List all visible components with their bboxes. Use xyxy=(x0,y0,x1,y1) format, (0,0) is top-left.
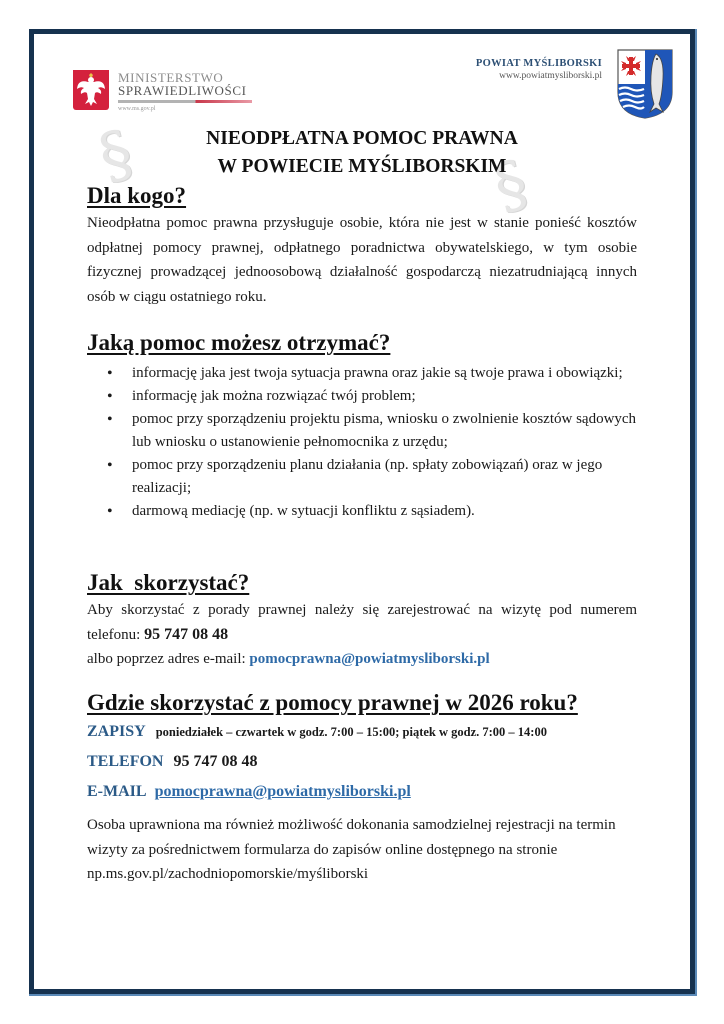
title-line2: W POWIECIE MYŚLIBORSKIM xyxy=(217,156,507,177)
help-list xyxy=(107,362,637,523)
list-item: • informację jak można rozwiązać twój problem; xyxy=(107,385,637,408)
ministry-of-justice-logo xyxy=(73,70,252,112)
page-title xyxy=(0,125,724,181)
online-registration-note: Osoba uprawniona ma również możliwość dokonania samodzielnej rejestracji na termin wizyty za pośrednictwem formularza do zapisów online dostępnego na stronie np.ms.gov.pl/zachodniopomorskie/myśliborski xyxy=(87,817,616,882)
section-heading-who: Dla kogo? xyxy=(87,183,187,208)
list-item: • pomoc przy sporządzeniu projektu pisma, wniosku o zwolnienie kosztów sądowych lub wniosku o ustanowienie pełnomocnika z urzędu; xyxy=(107,408,637,454)
telefon-row xyxy=(87,753,257,771)
section-heading-where: Gdzie skorzystać z pomocy prawnej w 2026 roku? xyxy=(87,690,578,715)
telefon-value: 95 747 08 48 xyxy=(173,753,258,770)
list-item: • informację jaka jest twoja sytuacja prawna oraz jakie są twoje prawa i obowiązki; xyxy=(107,362,637,385)
paragraph-watermark-icon: § xyxy=(486,145,535,224)
email-row xyxy=(87,783,411,801)
email-prefix: albo poprzez adres e-mail: xyxy=(87,651,250,667)
ministry-color-bar xyxy=(118,100,252,103)
telefon-label: TELEFON xyxy=(87,753,164,770)
section-heading-help: Jaką pomoc możesz otrzymać? xyxy=(87,330,391,355)
email-value-link[interactable]: pomocprawna@powiatmysliborski.pl xyxy=(154,783,411,800)
powiat-branding xyxy=(476,58,602,81)
list-item: • pomoc przy sporządzeniu planu działania (np. spłaty zobowiązań) oraz w jego realizacji; xyxy=(107,454,637,500)
section-text-how xyxy=(87,598,637,672)
ministry-url: www.ms.gov.pl xyxy=(118,106,156,112)
phone-number: 95 747 08 48 xyxy=(144,625,229,643)
polish-eagle-icon xyxy=(73,70,109,110)
email-label: E-MAIL xyxy=(87,783,147,800)
powiat-url: www.powiatmysliborski.pl xyxy=(499,71,602,81)
zapisy-label: ZAPISY xyxy=(87,723,146,740)
zapisy-row xyxy=(87,723,547,741)
list-item: • darmową mediację (np. w sytuacji konfliktu z sąsiadem). xyxy=(107,500,637,523)
section-text-who: Nieodpłatna pomoc prawna przysługuje osobie, która nie jest w stanie ponieść kosztów odpłatnej pomocy prawnej, odpłatnego poradnictwa obywatelskiego, w tym osobie fizycznej prowadzącej jednoosobową działalność gospodarczą niezatrudniającą innych osób w ciągu ostatniego roku. xyxy=(87,215,637,305)
how-text: Aby skorzystać z porady prawnej należy się zarejestrować na wizytę pod numerem telefonu: xyxy=(87,602,637,643)
ministry-name-line2: SPRAWIEDLIWOŚCI xyxy=(118,83,247,98)
paragraph-watermark-icon: § xyxy=(91,115,140,194)
title-line1: NIEODPŁATNA POMOC PRAWNA xyxy=(206,128,518,149)
powiat-coat-of-arms-icon xyxy=(616,48,674,120)
zapisy-hours: poniedziałek – czwartek w godz. 7:00 – 15:00; piątek w godz. 7:00 – 14:00 xyxy=(155,725,547,739)
email-link[interactable]: pomocprawna@powiatmysliborski.pl xyxy=(249,651,490,667)
ministry-name-line1: MINISTERSTWO xyxy=(118,70,224,85)
section-heading-how: Jak skorzystać? xyxy=(87,570,250,595)
powiat-name: POWIAT MYŚLIBORSKI xyxy=(475,58,602,69)
